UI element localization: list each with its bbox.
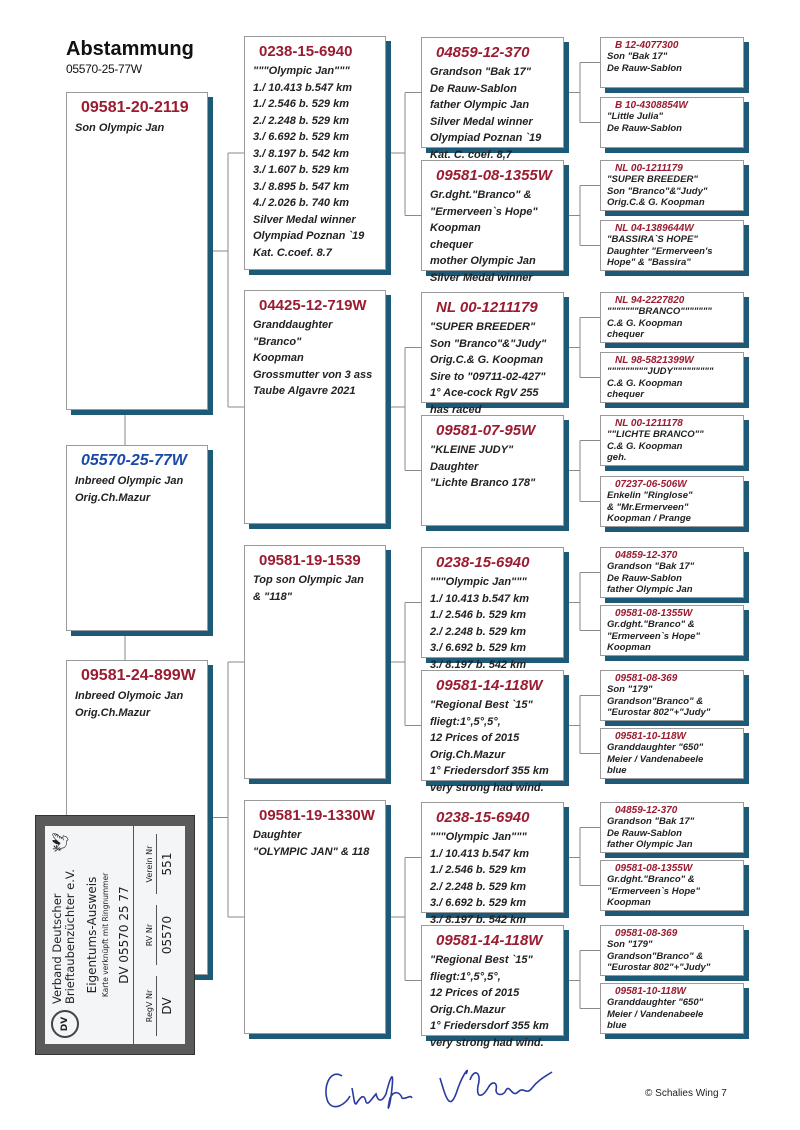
ring-number: 0238-15-6940 (259, 43, 353, 60)
verein-value: 551 (160, 852, 174, 876)
ancestor-description-line: 3./ 6.692 b. 529 km (430, 642, 527, 654)
ancestor-description-line: Son "Bak 17" (607, 51, 668, 62)
ancestor-description-line: 1./ 10.413 b.547 km (430, 847, 530, 860)
pedigree-ancestor-box (600, 802, 744, 853)
ancestor-description-line: Orig.C.& G. Koopman (607, 197, 705, 208)
ring-number: NL 04-1389644W (615, 223, 694, 234)
rv-value: 05570 (160, 915, 174, 955)
ancestor-description-line: C.& G. Koopman (607, 377, 683, 389)
ancestor-description-line: Orig.Ch.Mazur (430, 748, 506, 761)
ancestor-description-line: Daughter (430, 460, 479, 473)
pedigree-ancestor-box (421, 292, 564, 416)
ancestor-description-line: 3./ 6.692 b. 529 km (430, 897, 527, 909)
ring-number: NL 98-5821399W (615, 355, 694, 366)
ring-number: 09581-24-899W (81, 667, 196, 684)
ancestor-description-line: Meier / Vandenabeele (607, 753, 704, 765)
ancestor-description-line: Silver Medal winner (253, 213, 356, 226)
ancestor-description-line: "Regional Best `15" (430, 954, 533, 966)
pedigree-ancestor-box (421, 547, 564, 671)
ancestor-description-line: Koopman (607, 897, 651, 908)
ancestor-description-line: Koopman (607, 642, 651, 653)
pedigree-ancestor-box (600, 547, 744, 598)
ancestor-description-line: Silver Medal winner (430, 271, 533, 284)
ancestor-description-line: Kat. C. coef. 8,7 (430, 148, 512, 161)
ownership-card (35, 815, 195, 1055)
ancestor-description-line: Meier / Vandenabeele (607, 1008, 704, 1020)
ancestor-description-line: De Rauw-Sablon (607, 827, 682, 839)
ancestor-description-line: """Olympic Jan""" (430, 831, 527, 843)
ancestor-description-line: Granddaughter (253, 319, 333, 331)
ancestor-description-line: geh. (607, 452, 627, 463)
ring-number: 0238-15-6940 (436, 809, 530, 826)
ancestor-description-line: 3./ 8.197 b. 542 km (253, 147, 350, 160)
ancestor-description-line: """""""BRANCO""""""" (607, 306, 712, 317)
page-subtitle-ring: 05570-25-77W (66, 62, 142, 76)
pigeon-icon: 🕊 (51, 832, 70, 853)
ancestor-description-line: has raced (430, 403, 482, 416)
ancestor-description-line: 1./ 2.546 b. 529 km (253, 98, 350, 110)
ancestor-description-line: 2./ 2.248 b. 529 km (430, 625, 527, 638)
ancestor-description-line: C.& G. Koopman (607, 317, 683, 329)
ancestor-description-line: Gr.dght."Branco" & (607, 874, 695, 885)
ring-number: B 12-4077300 (615, 40, 679, 51)
ancestor-description-line: fliegt:1°,5°,5°, (430, 970, 501, 983)
ring-number: 09581-08-369 (615, 673, 678, 684)
ancestor-description-line: Olympiad Poznan `19 (253, 230, 365, 242)
ring-number: NL 00-1211179 (436, 299, 538, 316)
pedigree-ancestor-box (421, 160, 564, 284)
ancestor-description-line: very strong had wind. (430, 1036, 544, 1049)
ring-number: NL 00-1211179 (615, 163, 683, 174)
card-regv (145, 976, 174, 1036)
pedigree-ancestor-box (600, 97, 744, 148)
ancestor-description-line: Son "179" (607, 684, 653, 695)
regv-value: DV (160, 997, 174, 1015)
ancestor-description-line: 4./ 2.026 b. 740 km (253, 197, 350, 209)
ancestor-description-line: "KLEINE JUDY" (430, 444, 514, 456)
ancestor-description-line: & "118" (253, 590, 292, 603)
pedigree-ancestor-box (421, 802, 564, 926)
ancestor-description-line: De Rauw-Sablon (607, 122, 682, 134)
ancestor-description-line: 1./ 10.413 b.547 km (253, 81, 353, 94)
ancestor-description-line: Son "Branco"&"Judy" (430, 337, 547, 350)
ancestor-description-line: 3./ 6.692 b. 529 km (253, 131, 350, 143)
ancestor-description-line: "Eurostar 802"+"Judy" (607, 962, 711, 973)
pedigree-ancestor-box (421, 925, 564, 1049)
ancestor-description-line: Olympiad Poznan `19 (430, 132, 542, 144)
card-verein (145, 834, 174, 894)
ancestor-description-line: 12 Prices of 2015 (430, 732, 520, 744)
ancestor-description-line: """Olympic Jan""" (253, 65, 350, 77)
ancestor-description-line: father Olympic Jan (430, 99, 530, 111)
pedigree-sire-box (66, 92, 208, 410)
ancestor-description-line: Koopman (253, 352, 304, 364)
ancestor-description-line: """Olympic Jan""" (430, 576, 527, 588)
ancestor-description-line: mother Olympic Jan (430, 255, 536, 267)
ancestor-description-line: Gr.dght."Branco" & (430, 189, 532, 201)
ring-number: 07237-06-506W (615, 479, 687, 490)
ancestor-description-line: "Branco" (253, 335, 302, 348)
ancestor-description-line: father Olympic Jan (607, 584, 693, 595)
association-line2: Brieftaubenzüchter e.V. (63, 869, 77, 1004)
pedigree-ancestor-box (600, 37, 744, 88)
page-title: Abstammung (66, 38, 194, 60)
ancestor-description-line: Son "179" (607, 939, 653, 950)
card-title: Eigentums-Ausweis (85, 876, 99, 994)
ancestor-description-line: "Ermerveen`s Hope" (607, 885, 700, 897)
ancestor-description-line: Taube Algavre 2021 (253, 385, 356, 397)
ancestor-description-line: "Lichte Branco 178" (430, 477, 536, 489)
pedigree-ancestor-box (421, 37, 564, 161)
ring-number: 09581-10-118W (615, 986, 686, 997)
ring-number: 09581-19-1330W (259, 807, 375, 824)
ancestor-description-line: 3./ 1.607 b. 529 km (253, 164, 350, 176)
pedigree-ancestor-box (600, 415, 744, 466)
ancestor-description-line: Son "Branco"&"Judy" (607, 185, 708, 197)
ancestor-description-line: blue (607, 765, 627, 776)
pedigree-ancestor-box (600, 352, 744, 403)
ancestor-description-line: Koopman / Prange (607, 513, 691, 524)
ancestor-description-line: Grandson"Branco" & (607, 695, 704, 707)
ancestor-description-line: 2./ 2.248 b. 529 km (430, 880, 527, 893)
pedigree-ancestor-box (600, 983, 744, 1034)
ancestor-description-line: Grandson "Bak 17" (430, 66, 531, 78)
card-ring-number: DV 05570 25 77 (117, 826, 134, 1044)
ancestor-description-line: Top son Olympic Jan (253, 574, 364, 586)
pedigree-ancestor-box (421, 415, 564, 526)
ancestor-description-line: "Little Julia" (607, 111, 663, 122)
ring-number: B 10-4308854W (615, 100, 688, 111)
pedigree-ancestor-box (244, 545, 386, 779)
ancestor-description-line: Koopman (430, 222, 481, 234)
card-rv (145, 905, 174, 965)
association-logo: DV (51, 1010, 79, 1038)
association-name (51, 869, 77, 1004)
ancestor-description-line: 1./ 2.546 b. 529 km (430, 609, 527, 621)
ancestor-description-line: Orig.Ch.Mazur (75, 707, 151, 719)
ring-number: NL 00-1211178 (615, 418, 683, 429)
ring-number: NL 94-2227820 (615, 295, 685, 306)
ancestor-description-line: "Ermerveen`s Hope" (430, 205, 538, 218)
pedigree-ancestor-box (600, 728, 744, 779)
ring-number: 09581-10-118W (615, 731, 686, 742)
association-line1: Verband Deutscher (50, 893, 64, 1004)
pedigree-ancestor-box (600, 670, 744, 721)
ring-number: 09581-20-2119 (81, 99, 189, 116)
ancestor-description-line: 1./ 10.413 b.547 km (430, 592, 530, 605)
ancestor-description-line: Grandson "Bak 17" (607, 561, 695, 572)
ancestor-description-line: De Rauw-Sablon (607, 572, 682, 584)
ring-number: 05570-25-77W (81, 452, 187, 469)
pedigree-ancestor-box (421, 670, 564, 794)
rv-label: RV Nr (145, 905, 157, 965)
ancestor-description-line: Gr.dght."Branco" & (607, 619, 695, 630)
ring-number: 09581-08-369 (615, 928, 678, 939)
ancestor-description-line: """""""""JUDY""""""""" (607, 366, 714, 377)
pedigree-ancestor-box (600, 292, 744, 343)
ring-number: 09581-07-95W (436, 422, 536, 439)
ancestor-description-line: 2./ 2.248 b. 529 km (253, 114, 350, 127)
ancestor-description-line: chequer (607, 389, 644, 400)
pedigree-ancestor-box (600, 220, 744, 271)
pedigree-ancestor-box (244, 290, 386, 524)
ancestor-description-line: "OLYMPIC JAN" & 118 (253, 845, 370, 858)
pedigree-ancestor-box (244, 36, 386, 270)
ring-number: 04859-12-370 (615, 550, 678, 561)
copyright-footer: © Schalies Wing 7 (645, 1088, 727, 1099)
card-note: Karte verknüpft mit Ringnummer (101, 872, 110, 998)
ancestor-description-line: very strong had wind. (430, 781, 544, 794)
ancestor-description-line: "Regional Best `15" (430, 699, 533, 711)
pedigree-ancestor-box (600, 476, 744, 527)
ancestor-description-line: "Eurostar 802"+"Judy" (607, 707, 711, 718)
ancestor-description-line: Inbreed Olympic Jan (75, 475, 184, 487)
ancestor-description-line: chequer (607, 329, 644, 340)
ancestor-description-line: C.& G. Koopman (607, 440, 683, 452)
ring-number: 09581-14-118W (436, 932, 543, 949)
ring-number: 09581-14-118W (436, 677, 543, 694)
ancestor-description-line: 1° Friedersdorf 355 km (430, 765, 549, 777)
pedigree-subject-box (66, 445, 208, 631)
ancestor-description-line: father Olympic Jan (607, 839, 693, 850)
ancestor-description-line: Daughter "Ermerveen's (607, 245, 713, 257)
ancestor-description-line: Grossmutter von 3 ass (253, 368, 373, 381)
ancestor-description-line: Granddaughter "650" (607, 997, 704, 1008)
ancestor-description-line: Inbreed Olymoic Jan (75, 690, 184, 702)
ancestor-description-line: Grandson "Bak 17" (607, 816, 695, 827)
ancestor-description-line: Granddaughter "650" (607, 742, 704, 753)
ring-number: 09581-08-1355W (615, 863, 693, 874)
ancestor-description-line: Sire to "09711-02-427" (430, 370, 546, 383)
pedigree-ancestor-box (600, 860, 744, 911)
pedigree-ancestor-box (244, 800, 386, 1034)
ancestor-description-line: "Ermerveen`s Hope" (607, 630, 700, 642)
ancestor-description-line: & "Mr.Ermerveen" (607, 501, 689, 513)
ancestor-description-line: 1° Friedersdorf 355 km (430, 1020, 549, 1032)
ancestor-description-line: Silver Medal winner (430, 115, 533, 128)
ancestor-description-line: chequer (430, 238, 473, 251)
ancestor-description-line: Son Olympic Jan (75, 122, 165, 134)
ancestor-description-line: "SUPER BREEDER" (430, 321, 536, 333)
ancestor-description-line: 3./ 8.895 b. 547 km (253, 180, 350, 193)
ring-number: 09581-08-1355W (436, 167, 552, 184)
ancestor-description-line: Orig.Ch.Mazur (75, 492, 151, 504)
ancestor-description-line: Enkelin "Ringlose" (607, 490, 693, 501)
ring-number: 04859-12-370 (615, 805, 678, 816)
ancestor-description-line: De Rauw-Sablon (430, 82, 517, 95)
ancestor-description-line: 3./ 8.197 b. 542 km (430, 658, 527, 671)
ancestor-description-line: 1./ 2.546 b. 529 km (430, 864, 527, 876)
ancestor-description-line: Grandson"Branco" & (607, 950, 704, 962)
ancestor-description-line: fliegt:1°,5°,5°, (430, 715, 501, 728)
ancestor-description-line: Daughter (253, 829, 302, 841)
ancestor-description-line: ""LICHTE BRANCO"" (607, 429, 704, 440)
ancestor-description-line: "BASSIRA`S HOPE" (607, 234, 698, 245)
ancestor-description-line: 1° Ace-cock RgV 255 (430, 387, 539, 399)
ancestor-description-line: 12 Prices of 2015 (430, 987, 520, 999)
handwritten-signature (320, 1058, 600, 1118)
ancestor-description-line: Orig.Ch.Mazur (430, 1003, 506, 1016)
ring-number: 09581-08-1355W (615, 608, 693, 619)
ancestor-description-line: Hope" & "Bassira" (607, 257, 691, 268)
pedigree-ancestor-box (600, 925, 744, 976)
verein-label: Verein Nr (145, 834, 157, 894)
ancestor-description-line: 3./ 8.197 b. 542 km (430, 913, 527, 926)
ancestor-description-line: Orig.C.& G. Koopman (430, 354, 544, 366)
ancestor-description-line: "SUPER BREEDER" (607, 174, 698, 185)
ring-number: 04859-12-370 (436, 44, 530, 61)
ring-number: 0238-15-6940 (436, 554, 530, 571)
ancestor-description-line: Kat. C.coef. 8.7 (253, 246, 332, 259)
ring-number: 09581-19-1539 (259, 552, 361, 569)
ancestor-description-line: De Rauw-Sablon (607, 62, 682, 74)
pedigree-ancestor-box (600, 605, 744, 656)
ring-number: 04425-12-719W (259, 297, 367, 314)
pedigree-ancestor-box (600, 160, 744, 211)
regv-label: RegV Nr (145, 976, 157, 1036)
ancestor-description-line: blue (607, 1020, 627, 1031)
